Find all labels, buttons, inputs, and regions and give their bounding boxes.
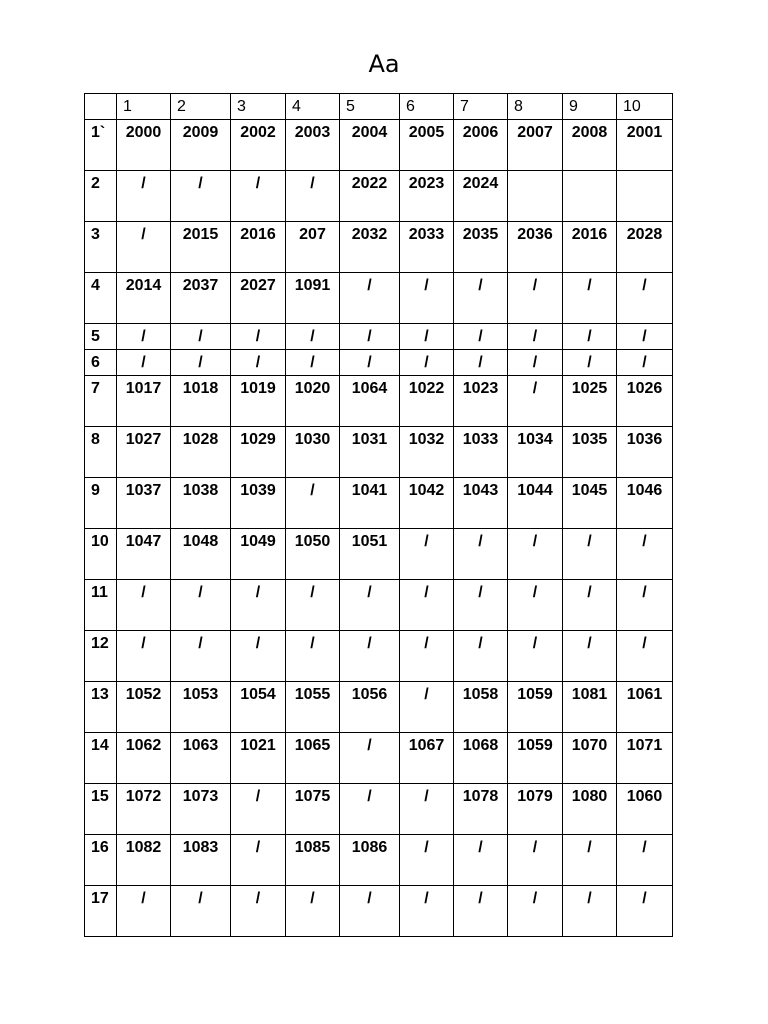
table-cell: 1019 — [231, 376, 286, 427]
row-label: 2 — [85, 171, 117, 222]
table-row — [85, 324, 673, 350]
table-cell: / — [563, 631, 617, 682]
table-cell: 1050 — [286, 529, 340, 580]
table-cell: 1044 — [508, 478, 563, 529]
table-cell: / — [171, 171, 231, 222]
table-cell: 2000 — [117, 120, 171, 171]
table-cell: 1038 — [171, 478, 231, 529]
table-cell: 1083 — [171, 835, 231, 886]
table-cell: 1051 — [340, 529, 400, 580]
table-cell: 1042 — [400, 478, 454, 529]
table-cell: 1068 — [454, 733, 508, 784]
table-cell: / — [286, 631, 340, 682]
table-cell — [508, 171, 563, 222]
row-label: 5 — [85, 324, 117, 350]
table-cell: / — [231, 835, 286, 886]
table-cell: 1082 — [117, 835, 171, 886]
table-cell: 1026 — [617, 376, 673, 427]
table-cell: 207 — [286, 222, 340, 273]
table-cell: / — [340, 733, 400, 784]
header-cell: 9 — [563, 94, 617, 120]
table-cell: / — [508, 529, 563, 580]
table-cell: 2028 — [617, 222, 673, 273]
row-label: 6 — [85, 350, 117, 376]
table-cell: 2006 — [454, 120, 508, 171]
table-cell: 2032 — [340, 222, 400, 273]
table-cell: 1027 — [117, 427, 171, 478]
table-cell: / — [171, 886, 231, 937]
table-cell — [617, 171, 673, 222]
table-cell: / — [340, 886, 400, 937]
table-row — [85, 733, 673, 784]
table-cell: / — [286, 580, 340, 631]
row-label: 16 — [85, 835, 117, 886]
table-cell: 2035 — [454, 222, 508, 273]
table-cell: / — [563, 886, 617, 937]
table-row — [85, 273, 673, 324]
header-cell: 7 — [454, 94, 508, 120]
table-cell: / — [400, 580, 454, 631]
table-cell: 1075 — [286, 784, 340, 835]
row-label: 3 — [85, 222, 117, 273]
header-cell: 5 — [340, 94, 400, 120]
table-cell: 2023 — [400, 171, 454, 222]
table-cell: / — [117, 631, 171, 682]
table-cell: 2036 — [508, 222, 563, 273]
header-cell: 6 — [400, 94, 454, 120]
table-cell: 2002 — [231, 120, 286, 171]
row-label: 17 — [85, 886, 117, 937]
header-cell: 4 — [286, 94, 340, 120]
table-cell: / — [340, 631, 400, 682]
table-row — [85, 682, 673, 733]
table-cell: / — [454, 529, 508, 580]
table-cell: 1046 — [617, 478, 673, 529]
row-label: 1` — [85, 120, 117, 171]
table-cell: 2009 — [171, 120, 231, 171]
page-title: Aa — [368, 50, 400, 78]
table-cell: 2016 — [231, 222, 286, 273]
data-table — [84, 93, 673, 937]
table-cell: / — [117, 350, 171, 376]
table-cell: 1020 — [286, 376, 340, 427]
table-cell: 1070 — [563, 733, 617, 784]
table-cell: 1053 — [171, 682, 231, 733]
header-cell: 2 — [171, 94, 231, 120]
table-cell: 1043 — [454, 478, 508, 529]
table-cell: 1018 — [171, 376, 231, 427]
table-cell: 1021 — [231, 733, 286, 784]
table-row — [85, 784, 673, 835]
table-cell: / — [400, 784, 454, 835]
table-cell: / — [400, 835, 454, 886]
table-cell: 1048 — [171, 529, 231, 580]
table-cell: / — [617, 273, 673, 324]
row-label: 4 — [85, 273, 117, 324]
table-cell: 1086 — [340, 835, 400, 886]
table-cell: 1033 — [454, 427, 508, 478]
row-label: 8 — [85, 427, 117, 478]
table-cell: 1071 — [617, 733, 673, 784]
table-cell: / — [171, 350, 231, 376]
table-row — [85, 886, 673, 937]
table-cell: 2015 — [171, 222, 231, 273]
table-cell: / — [286, 350, 340, 376]
table-cell: 1061 — [617, 682, 673, 733]
table-cell: 1022 — [400, 376, 454, 427]
table-cell: 1030 — [286, 427, 340, 478]
table-cell: / — [563, 835, 617, 886]
table-cell: / — [617, 324, 673, 350]
table-cell: 1039 — [231, 478, 286, 529]
table-cell: / — [400, 529, 454, 580]
table-cell: / — [508, 580, 563, 631]
table-cell: 1028 — [171, 427, 231, 478]
table-cell: / — [508, 835, 563, 886]
table-cell: 1054 — [231, 682, 286, 733]
table-cell: / — [117, 171, 171, 222]
table-cell: 1085 — [286, 835, 340, 886]
table-cell: / — [508, 324, 563, 350]
row-label: 15 — [85, 784, 117, 835]
table-cell: 1065 — [286, 733, 340, 784]
table-cell: 1064 — [340, 376, 400, 427]
table-cell: 1056 — [340, 682, 400, 733]
table-cell: / — [617, 631, 673, 682]
table-cell: / — [231, 886, 286, 937]
row-label: 13 — [85, 682, 117, 733]
table-cell: / — [340, 580, 400, 631]
table-cell: / — [231, 350, 286, 376]
table-cell: / — [231, 324, 286, 350]
row-label: 7 — [85, 376, 117, 427]
table-cell: 2008 — [563, 120, 617, 171]
table-cell: 1060 — [617, 784, 673, 835]
row-label: 9 — [85, 478, 117, 529]
table-cell: / — [231, 784, 286, 835]
table-row — [85, 376, 673, 427]
table-row — [85, 350, 673, 376]
table-cell: 2001 — [617, 120, 673, 171]
table-cell: 1091 — [286, 273, 340, 324]
table-cell: / — [400, 886, 454, 937]
table-cell — [563, 171, 617, 222]
table-cell: 1072 — [117, 784, 171, 835]
table-cell: / — [563, 529, 617, 580]
table-cell: 1049 — [231, 529, 286, 580]
table-row — [85, 835, 673, 886]
table-cell: / — [454, 631, 508, 682]
header-cell: 3 — [231, 94, 286, 120]
table-row — [85, 580, 673, 631]
table-row — [85, 120, 673, 171]
table-cell: / — [454, 324, 508, 350]
header-cell: 1 — [117, 94, 171, 120]
table-cell: / — [231, 580, 286, 631]
table-cell: / — [117, 324, 171, 350]
table-cell: 2016 — [563, 222, 617, 273]
table-row — [85, 529, 673, 580]
table-cell: / — [400, 682, 454, 733]
table-cell: 1041 — [340, 478, 400, 529]
table-row — [85, 427, 673, 478]
table-cell: / — [508, 350, 563, 376]
table-cell: 1037 — [117, 478, 171, 529]
table-cell: / — [454, 835, 508, 886]
table-cell: 2014 — [117, 273, 171, 324]
table-cell: 2005 — [400, 120, 454, 171]
table-cell: 1055 — [286, 682, 340, 733]
table-cell: / — [340, 273, 400, 324]
table-cell: / — [286, 171, 340, 222]
table-cell: 2007 — [508, 120, 563, 171]
table-cell: 1034 — [508, 427, 563, 478]
table-cell: / — [454, 886, 508, 937]
table-cell: / — [400, 631, 454, 682]
table-cell: / — [563, 580, 617, 631]
table-cell: 2033 — [400, 222, 454, 273]
table-cell: / — [400, 350, 454, 376]
table-cell: 1059 — [508, 733, 563, 784]
table-cell: / — [117, 580, 171, 631]
table-cell: 2022 — [340, 171, 400, 222]
table-cell: / — [454, 273, 508, 324]
table-cell: / — [171, 580, 231, 631]
table-cell: 1036 — [617, 427, 673, 478]
table-cell: / — [231, 631, 286, 682]
table-cell: 2003 — [286, 120, 340, 171]
table-cell: / — [617, 580, 673, 631]
table-cell: 1063 — [171, 733, 231, 784]
table-cell: 1078 — [454, 784, 508, 835]
table-cell: / — [231, 171, 286, 222]
table-cell: / — [508, 273, 563, 324]
table-cell: / — [617, 886, 673, 937]
table-cell: / — [454, 350, 508, 376]
table-cell: / — [286, 886, 340, 937]
table-cell: / — [454, 580, 508, 631]
table-cell: 2004 — [340, 120, 400, 171]
table-cell: / — [286, 478, 340, 529]
table-row — [85, 222, 673, 273]
table-cell: 2027 — [231, 273, 286, 324]
table-cell: / — [617, 529, 673, 580]
table-cell: / — [563, 324, 617, 350]
table-cell: 1047 — [117, 529, 171, 580]
table-cell: / — [117, 886, 171, 937]
table-cell: 1025 — [563, 376, 617, 427]
table-cell: 1031 — [340, 427, 400, 478]
table-cell: 1035 — [563, 427, 617, 478]
table-cell: / — [508, 376, 563, 427]
row-label: 11 — [85, 580, 117, 631]
table-cell: 1081 — [563, 682, 617, 733]
table-cell: / — [508, 631, 563, 682]
row-label: 10 — [85, 529, 117, 580]
header-cell: 8 — [508, 94, 563, 120]
header-cell — [85, 94, 117, 120]
table-cell: / — [286, 324, 340, 350]
table-header-row — [85, 94, 673, 120]
table-cell: / — [563, 273, 617, 324]
table-row — [85, 171, 673, 222]
table-cell: / — [340, 350, 400, 376]
table-cell: / — [508, 886, 563, 937]
table-cell: 1029 — [231, 427, 286, 478]
table-cell: / — [171, 324, 231, 350]
table-cell: / — [340, 784, 400, 835]
table-cell: / — [617, 835, 673, 886]
table-row — [85, 631, 673, 682]
header-cell: 10 — [617, 94, 673, 120]
table-cell: 2024 — [454, 171, 508, 222]
table-cell: 1073 — [171, 784, 231, 835]
table-cell: 1045 — [563, 478, 617, 529]
table-cell: 1062 — [117, 733, 171, 784]
table-cell: 2037 — [171, 273, 231, 324]
table-row — [85, 478, 673, 529]
table-cell: 1067 — [400, 733, 454, 784]
table-cell: 1032 — [400, 427, 454, 478]
table-cell: 1080 — [563, 784, 617, 835]
table-cell: / — [400, 324, 454, 350]
table-cell: / — [171, 631, 231, 682]
table-cell: / — [563, 350, 617, 376]
table-cell: 1023 — [454, 376, 508, 427]
table-cell: 1079 — [508, 784, 563, 835]
table-cell: / — [400, 273, 454, 324]
table-cell: 1059 — [508, 682, 563, 733]
row-label: 14 — [85, 733, 117, 784]
table-cell: / — [340, 324, 400, 350]
table-cell: / — [617, 350, 673, 376]
table-cell: 1017 — [117, 376, 171, 427]
row-label: 12 — [85, 631, 117, 682]
table-cell: / — [117, 222, 171, 273]
table-cell: 1058 — [454, 682, 508, 733]
table-cell: 1052 — [117, 682, 171, 733]
